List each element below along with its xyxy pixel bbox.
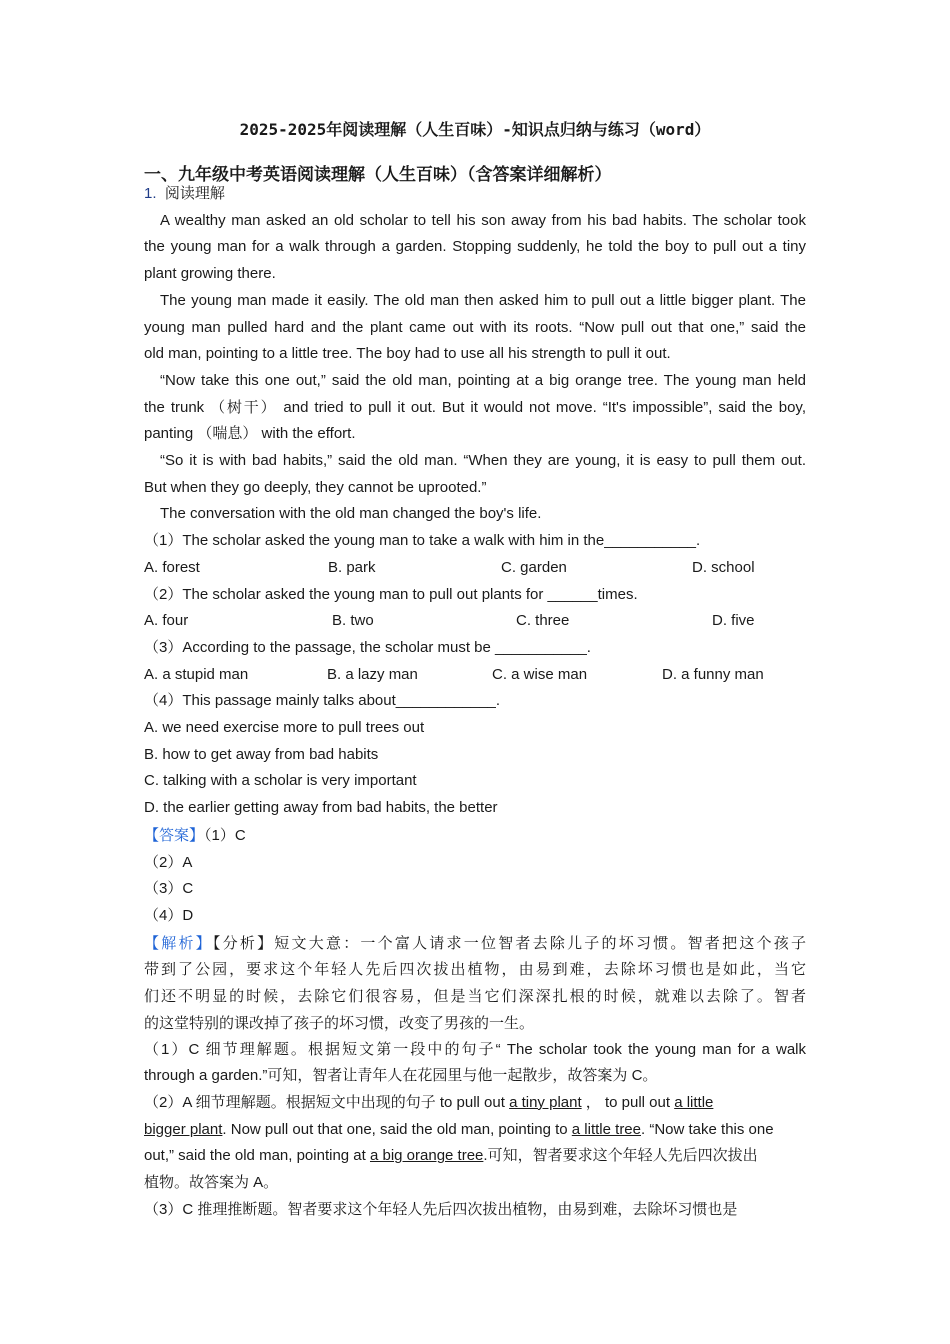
passage-line: the trunk （树干） and tried to pull it out. But it would not move. “It's impossible”, said the boy, <box>144 398 806 416</box>
options-row <box>144 555 806 582</box>
passage-line: The young man made it easily. The old man then asked him to pull out a little bigger plant. The <box>160 291 806 309</box>
analysis-line: （1）C 细节理解题。根据短文第一段中的句子“ The scholar took the young man for a walk <box>144 1040 806 1058</box>
underlined-phrase: a little <box>674 1093 714 1111</box>
analysis-line: through a garden.”可知，智者让青年人在花园里与他一起散步，故答案为 C。 <box>144 1067 658 1085</box>
question-1 <box>144 528 806 581</box>
option-d[interactable]: D. the earlier getting away from bad habits, the better <box>144 799 498 817</box>
analysis-line: （2）A 细节理解题。根据短文中出现的句子 to pull out a tiny plant ， to pull out a little <box>144 1093 714 1111</box>
question-label: 阅读理解 <box>164 184 225 202</box>
answer-block <box>144 822 806 930</box>
answer-tag: 【答案】 <box>144 825 205 844</box>
question-stem: （4）This passage mainly talks about____________. <box>144 692 501 710</box>
options-row <box>144 662 806 689</box>
passage-line: old man, pointing to a little tree. The boy had to use all his strength to pull it out. <box>144 345 671 363</box>
question-2 <box>144 582 806 635</box>
analysis-intro-line: 带到了公园，要求这个年轻人先后四次拔出植物，由易到难，去除坏习惯也是如此，当它 <box>144 960 806 979</box>
analysis-line: bigger plant. Now pull out that one, said the old man, pointing to a little tree. “Now take this one <box>144 1120 774 1138</box>
passage-line: But when they go deeply, they cannot be uprooted.” <box>144 478 487 496</box>
question-stem: （2）The scholar asked the young man to pull out plants for ______times. <box>144 585 638 603</box>
question-stem: （3）According to the passage, the scholar must be ___________. <box>144 638 591 656</box>
answer-item: （4）D <box>144 906 194 924</box>
option-b[interactable]: B. a lazy man <box>327 665 418 683</box>
underlined-phrase: a big orange tree <box>369 1147 484 1165</box>
passage-line: A wealthy man asked an old scholar to tell his son away from his bad habits. The scholar took <box>160 211 806 229</box>
passage-line: panting （喘息） with the effort. <box>144 425 356 443</box>
option-a[interactable]: A. forest <box>144 558 200 576</box>
passage-line: The conversation with the old man changed the boy's life. <box>160 505 542 523</box>
underlined-phrase: bigger plant <box>144 1120 223 1138</box>
option-d[interactable]: D. a funny man <box>662 665 764 683</box>
analysis-line: （3）C 推理推断题。智者要求这个年轻人先后四次拔出植物，由易到难，去除坏习惯也是 <box>144 1200 738 1218</box>
answer-item: （1）C <box>204 826 246 844</box>
option-c[interactable]: C. garden <box>501 558 567 576</box>
passage-line: plant growing there. <box>144 265 276 283</box>
passage-line: the young man for a walk through a garden. Stopping suddenly, he told the boy to pull out a tiny <box>144 238 806 256</box>
passage <box>144 208 806 528</box>
section-heading: 一、九年级中考英语阅读理解（人生百味）（含答案详细解析） <box>144 165 612 185</box>
analysis-intro-line: 的这堂特别的课改掉了孩子的坏习惯，改变了男孩的一生。 <box>144 1013 535 1032</box>
analysis-tag: 【解析】 <box>144 933 213 952</box>
question-3 <box>144 635 806 688</box>
question-4 <box>144 688 806 822</box>
passage-line: “Now take this one out,” said the old man, pointing at a big orange tree. The young man held <box>160 371 806 389</box>
option-a[interactable]: A. we need exercise more to pull trees out <box>144 719 425 737</box>
option-b[interactable]: B. two <box>332 612 374 630</box>
options-row <box>144 608 806 635</box>
passage-line: “So it is with bad habits,” said the old man. “When they are young, it is easy to pull them out. <box>160 452 806 470</box>
passage-line: young man pulled hard and the plant came out with its roots. “Now pull out that one,” said the <box>144 318 806 336</box>
analysis-block <box>144 930 806 1224</box>
question-header <box>144 180 806 208</box>
underlined-phrase: a tiny plant <box>509 1093 582 1111</box>
option-c[interactable]: C. a wise man <box>492 665 588 683</box>
option-c[interactable]: C. three <box>516 612 570 630</box>
analysis-intro-line: 【分析】短文大意：一个富人请求一位智者去除儿子的坏习惯。智者把这个孩子 <box>212 933 806 952</box>
option-c[interactable]: C. talking with a scholar is very important <box>144 772 417 790</box>
answer-item: （2）A <box>144 853 193 871</box>
analysis-line: 植物。故答案为 A。 <box>144 1174 279 1192</box>
analysis-line: out,” said the old man, pointing at a big orange tree.可知，智者要求这个年轻人先后四次拔出 <box>144 1147 758 1165</box>
option-d[interactable]: D. five <box>712 612 755 630</box>
option-b[interactable]: B. how to get away from bad habits <box>144 745 379 763</box>
underlined-phrase: a little tree <box>571 1120 641 1138</box>
option-d[interactable]: D. school <box>692 558 755 576</box>
option-b[interactable]: B. park <box>328 558 376 576</box>
question-number: 1. <box>144 185 157 202</box>
question-stem: （1）The scholar asked the young man to take a walk with him in the___________. <box>144 532 701 550</box>
document-body <box>144 180 806 1223</box>
option-a[interactable]: A. a stupid man <box>144 665 249 683</box>
answer-item: （3）C <box>144 880 194 898</box>
document-title: 2025-2025年阅读理解（人生百味）-知识点归纳与练习（word） <box>239 120 711 139</box>
analysis-intro-line: 们还不明显的时候，去除它们很容易，但是当它们深深扎根的时候，就难以去除了。智者 <box>144 987 806 1006</box>
option-a[interactable]: A. four <box>144 612 189 630</box>
